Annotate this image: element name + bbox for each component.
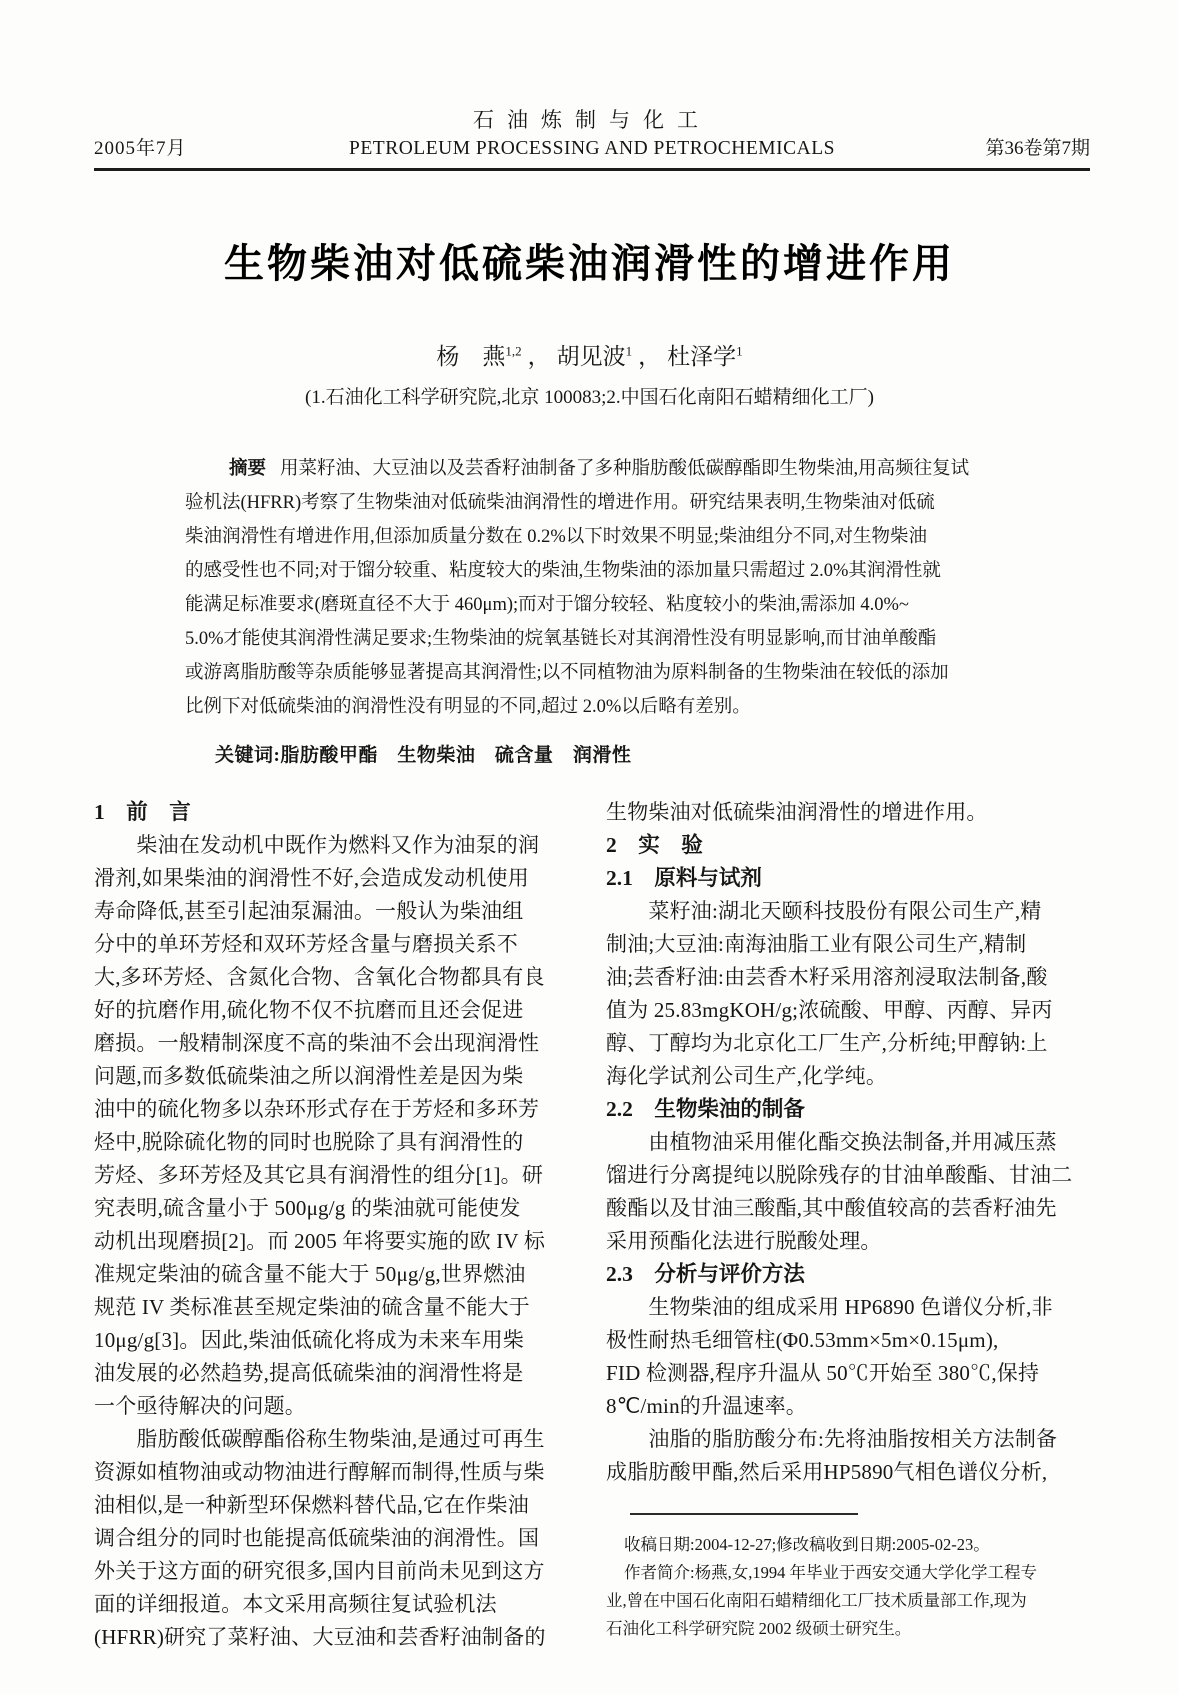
keywords-line: 关键词:脂肪酸甲酯 生物柴油 硫含量 润滑性 [215,745,632,766]
section-heading-2-1: 2.1 原料与试剂 [606,866,762,890]
text-line: 究表明,硫含量小于 500μg/g 的柴油就可能使发 [94,1196,521,1220]
author-affmark: 1,2 [505,343,522,359]
abstract-label: 摘要 [229,459,267,479]
intro-paragraph [94,829,578,1654]
text-line: 酸酯以及甘油三酸酯,其中酸值较高的芸香籽油先 [606,1196,1057,1220]
text-line: 分中的单环芳烃和双环芳烃含量与磨损关系不 [94,932,518,956]
abstract-lines [185,486,949,724]
analysis-paragraph [606,1291,1090,1423]
text-line: 8℃/min的升温速率。 [606,1394,807,1418]
text-line: 问题,而多数低硫柴油之所以润滑性差是因为柴 [94,1064,524,1088]
text-line: 10μg/g[3]。因此,柴油低硫化将成为未来车用柴 [94,1328,525,1352]
issue-date: 2005年7月 [94,138,187,159]
text-line: 面的详细报道。本文采用高频往复试验机法 [94,1592,497,1616]
journal-name-en: PETROLEUM PROCESSING AND PETROCHEMICALS [349,138,835,159]
abstract-first-line [185,452,970,486]
continued-paragraph [606,796,1090,829]
section-heading-2-2: 2.2 生物柴油的制备 [606,1097,805,1121]
materials-paragraph [606,895,1090,1093]
text-line: 规范 IV 类标准甚至规定柴油的硫含量不能大于 [94,1295,530,1319]
text-line: 柴油润滑性有增进作用,但添加质量分数在 0.2%以下时效果不明显;柴油组分不同,对生物柴油 [185,527,928,547]
text-line: 油发展的必然趋势,提高低硫柴油的润滑性将是 [94,1361,524,1385]
fatty-acid-paragraph [606,1423,1090,1489]
received-dates: 收稿日期:2004-12-27;修改稿收到日期:2005-02-23。 [624,1535,990,1554]
text-line: 油脂的脂肪酸分布:先将油脂按相关方法制备 [606,1427,1058,1451]
author-affmark: 1 [736,343,743,359]
journal-name-cn: 石油炼制与化工 [473,108,711,132]
text-line: 比例下对低硫柴油的润滑性没有明显的不同,超过 2.0%以后略有差别。 [185,697,751,717]
text-line: 一个亟待解决的问题。 [94,1394,306,1418]
text-line: 准规定柴油的硫含量不能大于 50μg/g,世界燃油 [94,1262,526,1286]
text-line: 大,多环芳烃、含氮化合物、含氧化合物都具有良 [94,965,545,989]
text-line: 油相似,是一种新型环保燃料替代品,它在作柴油 [94,1493,529,1517]
text-line: 滑剂,如果柴油的润滑性不好,会造成发动机使用 [94,866,529,890]
journal-header [94,104,1090,171]
section-heading-1: 1 前 言 [94,800,191,824]
text-line: 好的抗磨作用,硫化物不仅不抗磨而且还会促进 [94,998,524,1022]
text-line: 烃中,脱除硫化物的同时也脱除了具有润滑性的 [94,1130,524,1154]
text-line: 生物柴油对低硫柴油润滑性的增进作用。 [606,800,988,824]
text-line: 芳烃、多环芳烃及其它具有润滑性的组分[1]。研 [94,1163,544,1187]
author-separator: ， [638,344,662,369]
text-line: 由植物油采用催化酯交换法制备,并用减压蒸 [606,1130,1057,1154]
text-line: 资源如植物油或动物油进行醇解而制得,性质与柴 [94,1460,545,1484]
author-name: 胡见波 [556,344,626,369]
text-line: 极性耐热毛细管柱(Φ0.53mm×5m×0.15μm), [606,1328,999,1352]
affiliation: (1.石油化工科学研究院,北京 100083;2.中国石化南阳石蜡精细化工厂) [305,387,874,408]
text-line: 油中的硫化物多以杂环形式存在于芳烃和多环芳 [94,1097,540,1121]
text-line: 动机出现磨损[2]。而 2005 年将要实施的欧 IV 标 [94,1229,546,1253]
text-line: 油;芸香籽油:由芸香木籽采用溶剂浸取法制备,酸 [606,965,1048,989]
text-line: 成脂肪酸甲酯,然后采用HP5890气相色谱仪分析, [606,1460,1048,1484]
text-line: 5.0%才能使其润滑性满足要求;生物柴油的烷氧基链长对其润滑性没有明显影响,而甘油单酸酯 [185,629,937,649]
text-line: 的感受性也不同;对于馏分较重、粘度较大的柴油,生物柴油的添加量只需超过 2.0%其润滑性就 [185,561,941,581]
section-heading-2-3: 2.3 分析与评价方法 [606,1262,805,1286]
volume-issue: 第36卷第7期 [985,138,1090,159]
journal-name-block [284,104,900,160]
text-line: 柴油在发动机中既作为燃料又作为油泵的润 [94,833,540,857]
text-line: 制油;大豆油:南海油脂工业有限公司生产,精制 [606,932,1027,956]
article-title: 生物柴油对低硫柴油润滑性的增进作用 [224,241,955,286]
abstract-text: 用菜籽油、大豆油以及芸香籽油制备了多种脂肪酸低碳醇酯即生物柴油,用高频往复试 [280,459,970,479]
text-line: 外关于这方面的研究很多,国内目前尚未见到这方 [94,1559,545,1583]
author-bio-line: 石油化工科学研究院 2002 级硕士研究生。 [606,1619,912,1638]
text-line: 能满足标准要求(磨斑直径不大于 460μm);而对于馏分较轻、粘度较小的柴油,需添加 4.0%~ [185,595,909,615]
text-line: 生物柴油的组成采用 HP6890 色谱仪分析,非 [606,1295,1053,1319]
author-byline [0,338,1179,371]
author-affmark: 1 [625,343,633,359]
text-line: 醇、丁醇均为北京化工厂生产,分析纯;甲醇钠:上 [606,1031,1048,1055]
text-line: (HFRR)研究了菜籽油、大豆油和芸香籽油制备的 [94,1625,546,1649]
right-column [606,796,1090,1654]
left-column [94,796,578,1654]
abstract-block [185,452,970,724]
text-line: 菜籽油:湖北天颐科技股份有限公司生产,精 [606,899,1042,923]
text-line: 馏进行分离提纯以脱除残存的甘油单酸酯、甘油二 [606,1163,1073,1187]
text-line: 值为 25.83mgKOH/g;浓硫酸、甲醇、丙醇、异丙 [606,998,1053,1022]
footnote-block [606,1513,1090,1643]
text-line: 磨损。一般精制深度不高的柴油不会出现润滑性 [94,1031,540,1055]
header-rule [94,168,1090,171]
preparation-paragraph [606,1126,1090,1258]
text-line: FID 检测器,程序升温从 50℃开始至 380℃,保持 [606,1361,1040,1385]
text-line: 采用预酯化法进行脱酸处理。 [606,1229,882,1253]
text-line: 海化学试剂公司生产,化学纯。 [606,1064,888,1088]
text-line: 寿命降低,甚至引起油泵漏油。一般认为柴油组 [94,899,524,923]
author-bio-line: 业,曾在中国石化南阳石蜡精细化工厂技术质量部工作,现为 [606,1591,1027,1610]
text-line: 验机法(HFRR)考察了生物柴油对低硫柴油润滑性的增进作用。研究结果表明,生物柴油对低硫 [185,493,935,513]
author-bio-line: 作者简介:杨燕,女,1994 年毕业于西安交通大学化学工程专 [624,1563,1037,1582]
text-line: 或游离脂肪酸等杂质能够显著提高其润滑性;以不同植物油为原料制备的生物柴油在较低的添加 [185,663,949,683]
text-line: 调合组分的同时也能提高低硫柴油的润滑性。国 [94,1526,540,1550]
author-separator: ， [527,344,551,369]
author-name: 杜泽学 [667,344,737,369]
text-line: 脂肪酸低碳醇酯俗称生物柴油,是通过可再生 [94,1427,545,1451]
footnote-rule [630,1513,858,1515]
section-heading-2: 2 实 验 [606,833,703,857]
body-columns [94,796,1090,1654]
author-name: 杨 燕 [436,344,506,369]
